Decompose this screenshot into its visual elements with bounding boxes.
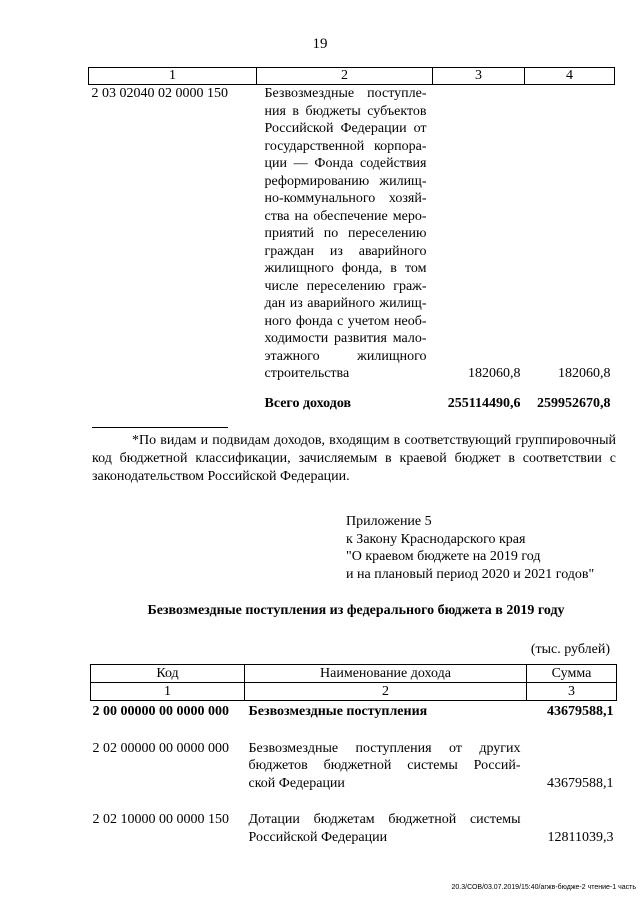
desc-line: государственной корпора- <box>264 138 427 154</box>
total-row <box>89 383 615 413</box>
desc-line: граждан из аварийного <box>264 243 427 259</box>
table-header-row <box>89 68 615 85</box>
footnote-separator <box>92 427 228 428</box>
income-description <box>245 792 527 846</box>
desc-line: приятий по переселению <box>264 226 427 241</box>
income-sum: 43679588,1 <box>547 704 614 719</box>
total-sum-2021: 259952670,8 <box>537 395 611 411</box>
desc-line: числе переселению граж- <box>264 278 427 294</box>
desc-line: ции — Фонда содействия <box>264 156 427 171</box>
desc-line: Российской Федерации от <box>264 121 427 136</box>
column-header-sum: Сумма <box>527 665 617 683</box>
desc-line: ской Федерации <box>248 775 345 791</box>
income-description <box>245 721 527 793</box>
income-description <box>245 701 527 721</box>
desc-line: строительства <box>264 366 350 381</box>
column-header-code: Код <box>91 665 245 683</box>
desc-line: Дотации бюджетам бюджетной системы <box>248 812 521 827</box>
table-header-row <box>91 665 617 683</box>
appendix-header <box>346 513 594 583</box>
footer-reference: 20.3/СОВ/03.07.2019/15:40/агжв-бюдже-2 чтение-1 часть <box>451 884 636 891</box>
income-table-continuation <box>88 67 615 412</box>
income-sum: 12811039,3 <box>547 829 614 845</box>
income-code: 2 03 02040 02 0000 150 <box>91 86 228 101</box>
column-number-2: 2 <box>257 68 433 85</box>
appendix-line: и на плановый период 2020 и 2021 годов" <box>346 566 595 582</box>
sum-2020: 182060,8 <box>468 366 521 381</box>
federal-transfers-table <box>90 664 617 846</box>
desc-line: ного фонда с учетом необ- <box>264 313 427 329</box>
income-sum: 43679588,1 <box>547 775 614 791</box>
table-row <box>91 792 617 846</box>
column-header-name: Наименование дохода <box>245 665 527 683</box>
income-description <box>257 85 433 383</box>
table-number-row <box>91 683 617 701</box>
income-code: 2 00 00000 00 0000 000 <box>92 704 229 719</box>
desc-line: но-коммунального хозяй- <box>264 191 427 206</box>
income-code: 2 02 00000 00 0000 000 <box>92 740 229 756</box>
sum-2021: 182060,8 <box>558 366 611 381</box>
table-row <box>91 721 617 793</box>
desc-line: ходимости развития мало- <box>264 331 427 346</box>
desc-line: ния в бюджеты субъектов <box>264 103 427 119</box>
column-number-1: 1 <box>91 683 245 701</box>
appendix-line: "О краевом бюджете на 2019 год <box>346 549 541 564</box>
table-row <box>89 85 615 383</box>
document-title: Безвозмездные поступления из федерального бюджета в 2019 году <box>147 603 565 618</box>
desc-line: Безвозмездные поступления от других <box>248 740 521 756</box>
desc-line: Безвозмездные поступления <box>248 704 428 719</box>
desc-line: реформированию жилищ- <box>264 173 427 189</box>
appendix-line: к Закону Краснодарского края <box>346 531 526 547</box>
desc-line: Безвозмездные поступле- <box>264 86 427 101</box>
table-row <box>91 701 617 721</box>
page-number: 19 <box>312 36 328 52</box>
desc-line: дан из аварийного жилищ- <box>264 296 427 311</box>
total-label: Всего доходов <box>264 395 352 411</box>
income-code: 2 02 10000 00 0000 150 <box>92 812 229 827</box>
column-number-3: 3 <box>527 683 617 701</box>
column-number-1: 1 <box>89 68 257 85</box>
units-label: (тыс. рублей) <box>530 642 610 657</box>
column-number-3: 3 <box>433 68 525 85</box>
appendix-line: Приложение 5 <box>346 514 432 529</box>
desc-line: ства на обеспечение меро- <box>264 208 427 224</box>
desc-line: жилищного фонда, в том <box>264 261 427 276</box>
column-number-4: 4 <box>525 68 615 85</box>
desc-line: этажного жилищного <box>264 348 427 364</box>
column-number-2: 2 <box>245 683 527 701</box>
desc-line: бюджетов бюджетной системы Россий- <box>248 758 521 773</box>
desc-line: Российской Федерации <box>248 829 388 845</box>
footnote: *По видам и подвидам доходов, входящим в соответствующий группировочный код бюджетной классификации, зачисляемым в краевой бюджет в соответствии с законодательством Российской Федерации. <box>92 433 616 484</box>
total-sum-2020: 255114490,6 <box>447 395 521 411</box>
